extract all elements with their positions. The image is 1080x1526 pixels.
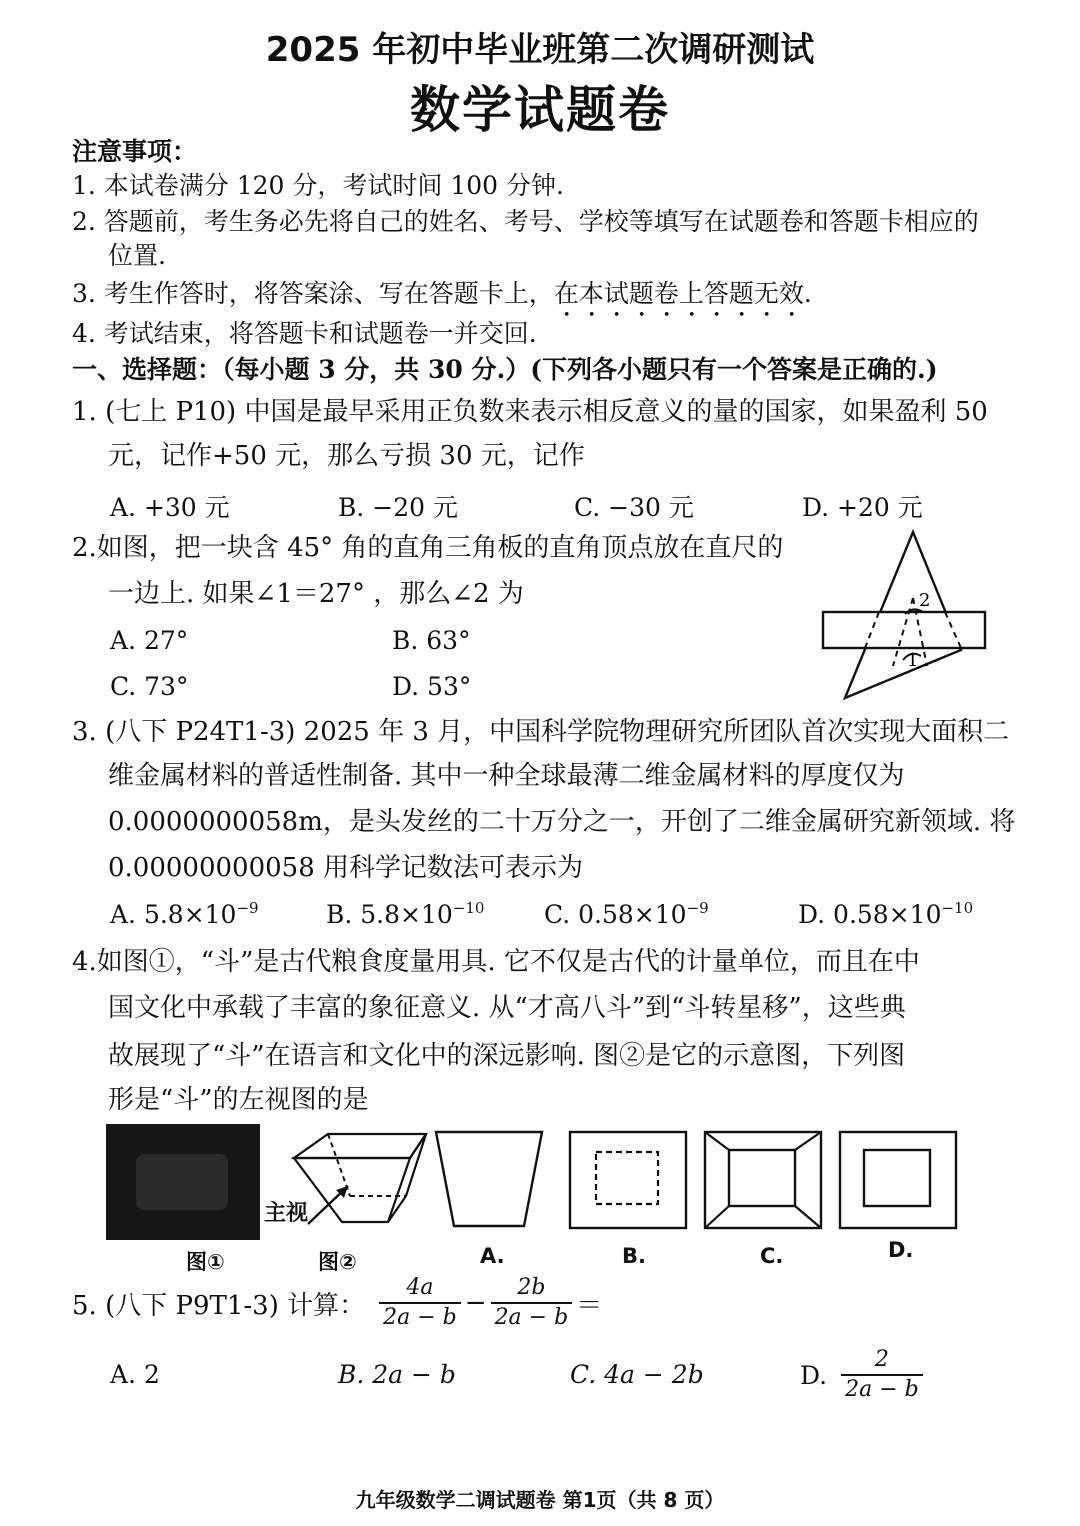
q5-option-b: B. 2a − b bbox=[338, 1360, 456, 1389]
corner-line-bl bbox=[705, 1206, 729, 1228]
dou-photo bbox=[106, 1124, 260, 1240]
corner-line-br bbox=[795, 1206, 821, 1228]
dou-side-edge bbox=[410, 1134, 426, 1158]
q3-line1: 3. (八下 P24T1-3) 2025 年 3 月，中国科学院物理研究所团队首次实现大面积二 bbox=[72, 717, 1010, 747]
dou-back-edge bbox=[406, 1134, 426, 1196]
outer-square bbox=[570, 1132, 686, 1228]
q4-line1: 4.如图①，“斗”是古代粮食度量用具. 它不仅是古代的计量单位，而且在中 bbox=[72, 947, 920, 977]
q5-fraction-2 bbox=[491, 1274, 573, 1332]
q2-ruler-triangle-figure bbox=[815, 528, 995, 708]
option-a-trapezoid bbox=[434, 1130, 544, 1230]
fig2-caption: 图② bbox=[318, 1250, 357, 1274]
option-d-denominator: 2a − b bbox=[845, 1377, 919, 1402]
exam-subtitle: 数学试题卷 bbox=[410, 81, 670, 139]
q5-option-c: C. 4a − 2b bbox=[570, 1360, 704, 1389]
q5-fraction-1 bbox=[379, 1274, 461, 1332]
dou-side-bottom bbox=[388, 1196, 406, 1222]
q3-line3: 0.0000000058m，是头发丝的二十万分之一，开创了二维金属研究新领域. 将 bbox=[108, 807, 1016, 837]
dou-sketch-figure bbox=[290, 1132, 430, 1232]
angle-2-label: 2 bbox=[919, 590, 931, 611]
q2-option-d: D. 53° bbox=[392, 672, 472, 701]
note-item-3-end: . bbox=[803, 279, 812, 308]
fraction-2-numerator: 2b bbox=[491, 1274, 573, 1304]
q3-option-b: B. $5.8\times 10^{-10}$ bbox=[326, 899, 485, 929]
dou-photo-object bbox=[136, 1154, 228, 1210]
q1-option-b: B. −20 元 bbox=[338, 493, 458, 522]
q5-option-a: A. 2 bbox=[110, 1360, 160, 1389]
outer-square bbox=[840, 1132, 956, 1228]
q4-option-c-caption: C. bbox=[760, 1244, 784, 1268]
main-view-label: 主视 bbox=[264, 1201, 309, 1226]
q3-option-c: C. $0.58\times 10^{-9}$ bbox=[544, 899, 709, 929]
note-item-2-cont: 位置. bbox=[108, 241, 166, 270]
option-b-dashed-square bbox=[568, 1130, 688, 1230]
trapezoid-shape bbox=[436, 1132, 542, 1226]
section1-heading: 一、选择题：（每小题 3 分，共 30 分.）(下列各小题只有一个答案是正确的.) bbox=[72, 355, 938, 384]
corner-line-tl bbox=[705, 1132, 729, 1150]
q1-option-a: A. +30 元 bbox=[110, 493, 230, 522]
q3-option-a: A. $5.8\times 10^{-9}$ bbox=[110, 899, 259, 929]
option-c-frustum-top-view bbox=[703, 1130, 823, 1230]
q4-line4: 形是“斗”的左视图的是 bbox=[108, 1085, 369, 1115]
q4-option-b-caption: B. bbox=[622, 1244, 646, 1268]
q5-expression bbox=[72, 1274, 602, 1332]
q5-prefix: 5. (八下 P9T1-3) 计算： bbox=[72, 1290, 366, 1321]
note-item-2: 2. 答题前，考生务必先将自己的姓名、考号、学校等填写在试题卷和答题卡相应的 bbox=[72, 207, 979, 236]
dou-top-face bbox=[294, 1134, 426, 1158]
q2-option-c: C. 73° bbox=[110, 672, 189, 701]
page-footer: 九年级数学二调试题卷 第1页（共 8 页） bbox=[355, 1488, 725, 1512]
q5-option-d bbox=[800, 1346, 923, 1404]
q4-line3: 故展现了“斗”在语言和文化中的深远影响. 图②是它的示意图，下列图 bbox=[108, 1041, 906, 1071]
angle-1-label: 1 bbox=[907, 650, 919, 671]
fig1-caption: 图① bbox=[186, 1250, 225, 1274]
equals-sign: ＝ bbox=[576, 1290, 603, 1321]
note-item-3-emphasis: 在本试题卷上答题无效 bbox=[553, 279, 804, 308]
note-item-1: 1. 本试卷满分 120 分，考试时间 100 分钟. bbox=[72, 171, 564, 200]
q1-option-d: D. +20 元 bbox=[802, 493, 923, 522]
option-d-numerator: 2 bbox=[841, 1346, 923, 1376]
minus-sign: − bbox=[464, 1288, 487, 1318]
exam-title: 2025 年初中毕业班第二次调研测试 bbox=[265, 30, 815, 70]
q4-option-d-caption: D. bbox=[888, 1238, 914, 1262]
q4-option-a-caption: A. bbox=[480, 1244, 505, 1268]
q1-option-c: C. −30 元 bbox=[574, 493, 694, 522]
corner-line-tr bbox=[795, 1132, 821, 1150]
q3-option-d: D. $0.58\times 10^{-10}$ bbox=[798, 899, 974, 929]
q1-line1: 1. (七上 P10) 中国是最早采用正负数来表示相反意义的量的国家，如果盈利 50 bbox=[72, 397, 988, 427]
q2-option-b: B. 63° bbox=[392, 626, 471, 655]
note-item-3-text: 3. 考生作答时，将答案涂、写在答题卡上， bbox=[72, 279, 554, 308]
fraction-2-denominator: 2a − b bbox=[494, 1305, 569, 1330]
note-item-3 bbox=[72, 278, 812, 323]
q2-option-a: A. 27° bbox=[110, 626, 189, 655]
q4-line2: 国文化中承载了丰富的象征意义. 从“才高八斗”到“斗转星移”，这些典 bbox=[108, 993, 906, 1023]
dou-front-face bbox=[294, 1158, 410, 1222]
q2-line2: 一边上. 如果∠1＝27° ，那么∠2 为 bbox=[108, 579, 524, 609]
inner-square bbox=[864, 1150, 930, 1206]
q5-option-d-label: D. bbox=[800, 1360, 828, 1390]
note-item-4: 4. 考试结束，将答题卡和试题卷一并交回. bbox=[72, 319, 537, 348]
option-d-nested-square bbox=[838, 1130, 958, 1230]
q1-line2: 元，记作+50 元，那么亏损 30 元，记作 bbox=[108, 441, 585, 471]
q3-line4: 0.00000000058 用科学记数法可表示为 bbox=[108, 853, 584, 883]
q3-line2: 维金属材料的普适性制备. 其中一种全球最薄二维金属材料的厚度仅为 bbox=[108, 761, 905, 791]
fraction-1-numerator: 4a bbox=[379, 1274, 461, 1304]
fraction-1-denominator: 2a − b bbox=[383, 1305, 457, 1330]
q5-option-d-fraction bbox=[841, 1346, 923, 1404]
inner-dashed-square bbox=[596, 1152, 658, 1204]
inner-square bbox=[729, 1150, 795, 1206]
notes-heading: 注意事项： bbox=[72, 137, 198, 166]
q2-line1: 2.如图，把一块含 45° 角的直角三角板的直角顶点放在直尺的 bbox=[72, 533, 784, 563]
